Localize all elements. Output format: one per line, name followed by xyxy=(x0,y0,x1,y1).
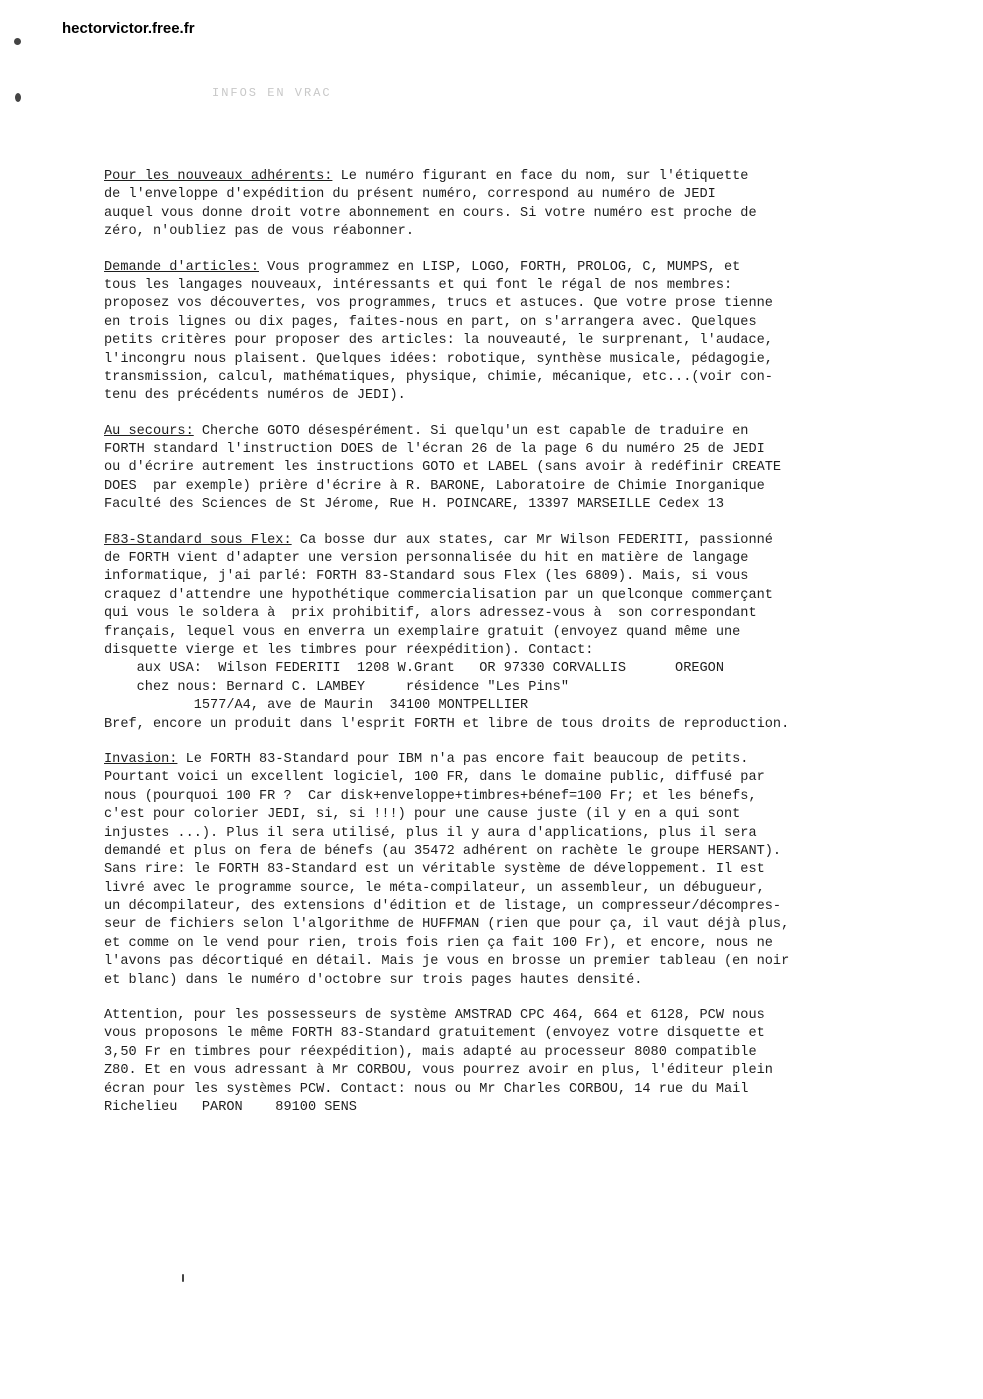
text-line: français, lequel vous en enverra un exemplaire gratuit (envoyez quand même une xyxy=(104,624,741,640)
section-lead: F83-Standard sous Flex: xyxy=(104,532,292,548)
text-line: auquel vous donne droit votre abonnement en cours. Si votre numéro est proche de xyxy=(104,205,757,221)
section-lead: Demande d'articles: xyxy=(104,259,259,275)
section-lead: Invasion: xyxy=(104,751,178,767)
section-lead: Pour les nouveaux adhérents: xyxy=(104,169,333,184)
text-line: Demande d'articles: Vous programmez en LISP, LOGO, FORTH, PROLOG, C, MUMPS, et xyxy=(104,259,741,275)
paragraph-invasion xyxy=(104,751,940,990)
paragraph-au-secours xyxy=(104,423,940,515)
text-line: tenu des précédents numéros de JEDI). xyxy=(104,388,406,404)
contact-usa: aux USA: Wilson FEDERITI 1208 W.Grant OR 97330 CORVALLIS OREGON xyxy=(104,661,724,677)
text-line: Pourtant voici un excellent logiciel, 100 FR, dans le domaine public, diffusé par xyxy=(104,770,765,786)
text-line: et comme on le vend pour rien, trois fois rien ça fait 100 Fr), et encore, nous ne xyxy=(104,935,773,951)
site-url: hectorvictor.free.fr xyxy=(62,20,195,37)
text-line: DOES par exemple) prière d'écrire à R. BARONE, Laboratoire de Chimie Inorganique xyxy=(104,478,765,494)
text-line: demandé et plus on fera de bénefs (au 35472 adhérent on rachète le groupe HERSANT). xyxy=(104,843,782,859)
text-line: seur de fichiers selon l'algorithme de HUFFMAN (rien que pour ça, il vaut déjà plus, xyxy=(104,917,790,933)
text-line: informatique, j'ai parlé: FORTH 83-Standard sous Flex (les 6809). Mais, si vous xyxy=(104,569,749,585)
text-line: craquez d'attendre une hypothétique commercialisation par un quelconque commerçant xyxy=(104,587,773,603)
text-line: Pour les nouveaux adhérents: Le numéro figurant en face du nom, sur l'étiquette xyxy=(104,169,749,184)
text-line: 3,50 Fr en timbres pour réexpédition), mais adapté au processeur 8080 compatible xyxy=(104,1044,757,1060)
text-line: c'est pour colorier JEDI, si, si !!!) pour une cause juste (il y en a qui sont xyxy=(104,807,741,823)
paragraph-attention-amstrad xyxy=(104,1007,940,1117)
paragraph-demande-articles xyxy=(104,259,940,406)
text-line: un décompilateur, des extensions d'édition et de listage, un compresseur/décompres- xyxy=(104,899,782,915)
text-line: l'avons pas décortiqué en détail. Mais je vous en brosse un premier tableau (en noir xyxy=(104,954,790,970)
contact-france-address: 1577/A4, ave de Maurin 34100 MONTPELLIER xyxy=(104,698,529,714)
text-line: proposez vos découvertes, vos programmes, trucs et astuces. Que votre prose tienne xyxy=(104,296,773,312)
text-line: Bref, encore un produit dans l'esprit FORTH et libre de tous droits de reproduction. xyxy=(104,716,790,732)
margin-mark-bottom xyxy=(182,1274,184,1282)
text-line: de l'enveloppe d'expédition du présent numéro, correspond au numéro de JEDI xyxy=(104,187,716,203)
text-line: l'incongru nous plaisent. Quelques idées: robotique, synthèse musicale, pédagogie, xyxy=(104,351,773,367)
text-line: F83-Standard sous Flex: Ca bosse dur aux states, car Mr Wilson FEDERITI, passionné xyxy=(104,532,773,548)
text-line: Faculté des Sciences de St Jérome, Rue H. POINCARE, 13397 MARSEILLE Cedex 13 xyxy=(104,497,724,513)
punch-hole-mark-mid xyxy=(15,93,21,102)
contact-france: chez nous: Bernard C. LAMBEY résidence "Les Pins" xyxy=(104,679,569,695)
paragraph-adherents xyxy=(104,168,940,242)
text-line: Au secours: Cherche GOTO désespérément. Si quelqu'un est capable de traduire en xyxy=(104,423,749,439)
text-line: nous (pourquoi 100 FR ? Car disk+enveloppe+timbres+bénef=100 Fr; et les bénefs, xyxy=(104,788,757,804)
text-line: Richelieu PARON 89100 SENS xyxy=(104,1099,357,1115)
text-line: vous proposons le même FORTH 83-Standard gratuitement (envoyez votre disquette et xyxy=(104,1026,765,1042)
text-line: Attention, pour les possesseurs de système AMSTRAD CPC 464, 664 et 6128, PCW nous xyxy=(104,1008,765,1024)
text-line: transmission, calcul, mathématiques, physique, chimie, mécanique, etc...(voir con- xyxy=(104,369,773,385)
text-line: livré avec le programme source, le méta-compilateur, un assembleur, un débugueur, xyxy=(104,880,765,896)
text-line: tous les langages nouveaux, intéressants et qui font le régal de nos membres: xyxy=(104,277,733,293)
text-line: Sans rire: le FORTH 83-Standard est un véritable système de développement. Il est xyxy=(104,862,765,878)
text-line: zéro, n'oubliez pas de vous réabonner. xyxy=(104,224,414,240)
faint-heading: INFOS EN VRAC xyxy=(212,86,332,100)
document-body xyxy=(104,168,940,1134)
text-line: écran pour les systèmes PCW. Contact: nous ou Mr Charles CORBOU, 14 rue du Mail xyxy=(104,1081,749,1097)
text-line: de FORTH vient d'adapter une version personnalisée du hit en matière de langage xyxy=(104,551,749,567)
section-lead: Au secours: xyxy=(104,423,194,439)
text-line: petits critères pour proposer des articles: la nouveauté, le surprenant, l'audace, xyxy=(104,333,773,349)
text-line: qui vous le soldera à prix prohibitif, alors adressez-vous à son correspondant xyxy=(104,606,757,622)
text-line: Invasion: Le FORTH 83-Standard pour IBM n'a pas encore fait beaucoup de petits. xyxy=(104,751,749,767)
text-line: Z80. Et en vous adressant à Mr CORBOU, vous pourrez avoir en plus, l'éditeur plein xyxy=(104,1063,773,1079)
text-line: injustes ...). Plus il sera utilisé, plus il y aura d'applications, plus il sera xyxy=(104,825,757,841)
text-line: en trois lignes ou dix pages, faites-nous en part, on s'arrangera avec. Quelques xyxy=(104,314,757,330)
text-line: et blanc) dans le numéro d'octobre sur trois pages hautes densité. xyxy=(104,972,643,988)
paragraph-f83-flex xyxy=(104,532,940,734)
text-line: disquette vierge et les timbres pour réexpédition). Contact: xyxy=(104,642,594,658)
text-line: FORTH standard l'instruction DOES de l'écran 26 de la page 6 du numéro 25 de JEDI xyxy=(104,442,765,458)
punch-hole-mark-top xyxy=(14,38,21,45)
text-line: ou d'écrire autrement les instructions GOTO et LABEL (sans avoir à redéfinir CREATE xyxy=(104,460,782,476)
